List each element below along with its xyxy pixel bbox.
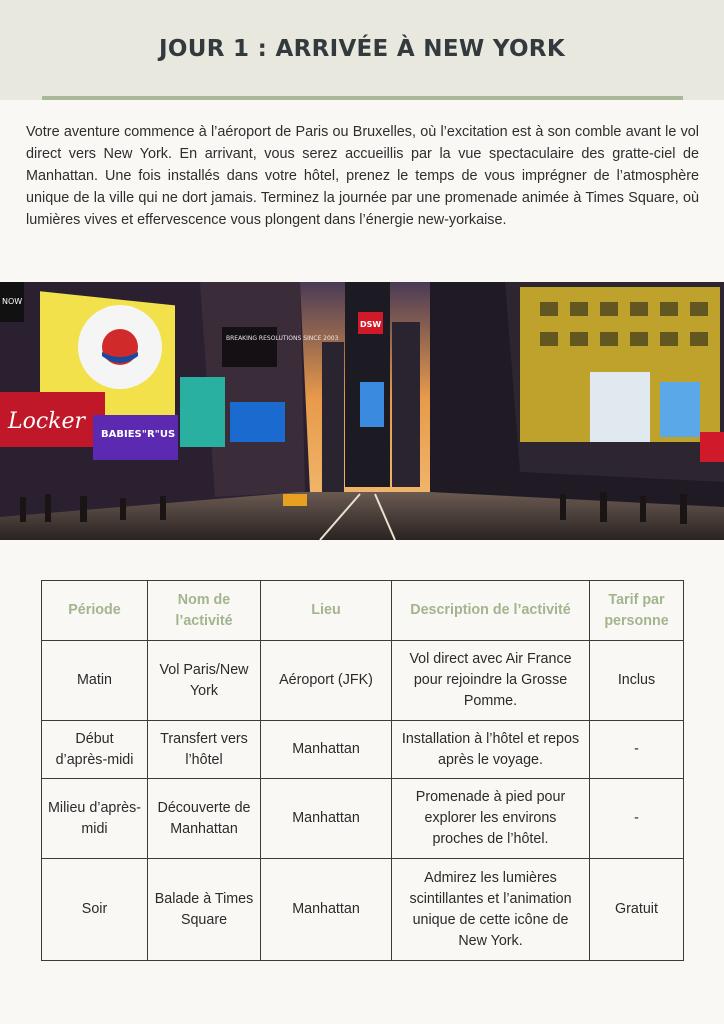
schedule-table [41, 580, 684, 961]
page-title: JOUR 1 : ARRIVÉE À NEW YORK [159, 36, 565, 62]
sign-breaking: BREAKING RESOLUTIONS SINCE 2003 [226, 335, 339, 342]
cell-description: Installation à l’hôtel et repos après le voyage. [392, 721, 590, 779]
header-nom: Nom de l’activité [148, 581, 261, 641]
cell-periode: Début d’après-midi [42, 721, 148, 779]
table-row [42, 641, 684, 721]
table-header-row [42, 581, 684, 641]
cell-lieu: Manhattan [261, 779, 392, 859]
cell-nom: Vol Paris/New York [148, 641, 261, 721]
table-row [42, 721, 684, 779]
header-tarif: Tarif par personne [590, 581, 684, 641]
cell-nom: Transfert vers l’hôtel [148, 721, 261, 779]
cell-periode: Milieu d’après-midi [42, 779, 148, 859]
sign-locker: Locker [8, 409, 86, 434]
cell-description: Admirez les lumières scintillantes et l’animation unique de cette icône de New York. [392, 859, 590, 961]
cell-lieu: Aéroport (JFK) [261, 641, 392, 721]
times-square-illustration [0, 282, 724, 540]
cell-tarif: Inclus [590, 641, 684, 721]
cell-description: Vol direct avec Air France pour rejoindre la Grosse Pomme. [392, 641, 590, 721]
cell-nom: Balade à Times Square [148, 859, 261, 961]
sign-now: NOW [2, 297, 23, 306]
header-description: Description de l’activité [392, 581, 590, 641]
cell-lieu: Manhattan [261, 721, 392, 779]
cell-description: Promenade à pied pour explorer les environs proches de l’hôtel. [392, 779, 590, 859]
header-lieu: Lieu [261, 581, 392, 641]
cell-nom: Découverte de Manhattan [148, 779, 261, 859]
intro-paragraph: Votre aventure commence à l’aéroport de Paris ou Bruxelles, où l’excitation est à son comble avant le vol direct vers New York. En arrivant, vous serez accueillis par la vue spectaculaire des gratte-ciel de Manhattan. Une fois installés dans votre hôtel, prenez le temps de vous imprégner de l’atmosphère unique de la ville qui ne dort jamais. Terminez la journée par une promenade animée à Times Square, où lumières vives et effervescence vous plongent dans l’énergie new-yorkaise. [26, 124, 699, 228]
cell-lieu: Manhattan [261, 859, 392, 961]
cell-tarif: - [590, 779, 684, 859]
title-divider [42, 96, 683, 100]
sign-dsw: DSW [360, 320, 382, 329]
header-periode: Période [42, 581, 148, 641]
cell-tarif: - [590, 721, 684, 779]
cell-periode: Matin [42, 641, 148, 721]
times-square-photo [0, 282, 724, 540]
table-row [42, 859, 684, 961]
sign-babies: BABIES"R"US [101, 429, 176, 440]
cell-tarif: Gratuit [590, 859, 684, 961]
table-row [42, 779, 684, 859]
cell-periode: Soir [42, 859, 148, 961]
